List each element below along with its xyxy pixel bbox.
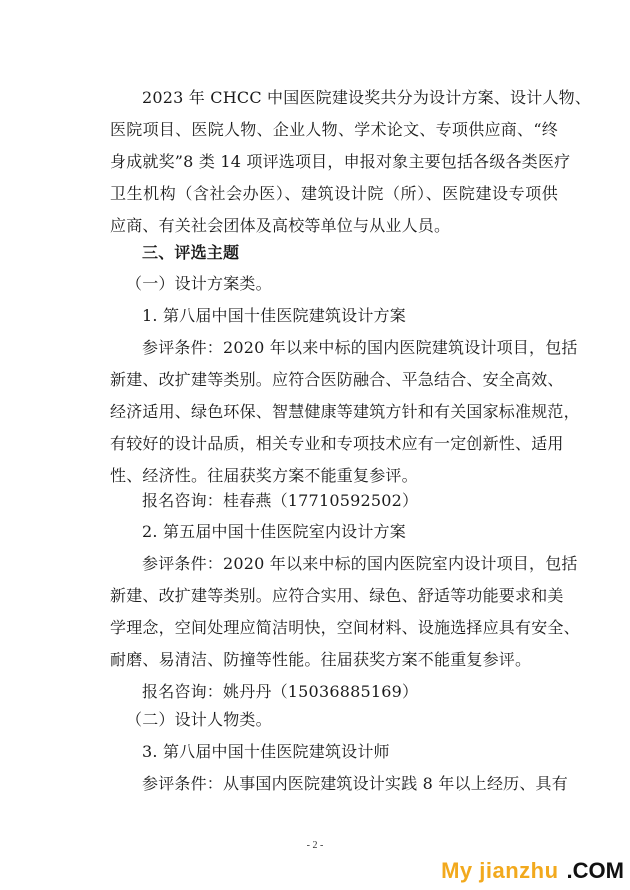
paragraph-line: 卫生机构（含社会办医）、建筑设计院（所）、医院建设专项供 xyxy=(110,184,558,203)
paragraph-line: 学理念，空间处理应简洁明快，空间材料、设施选择应具有安全、 xyxy=(110,618,580,637)
item-heading: 1. 第八届中国十佳医院建筑设计方案 xyxy=(142,306,406,325)
paragraph-line: 参评条件：2020 年以来中标的国内医院建筑设计项目，包括 xyxy=(142,338,578,357)
paragraph-line: 应商、有关社会团体及高校等单位与从业人员。 xyxy=(110,216,451,235)
watermark-prefix: My jianzhu xyxy=(441,858,559,883)
paragraph-line: 经济适用、绿色环保、智慧健康等建筑方针和有关国家标准规范， xyxy=(110,402,580,421)
item-heading: 2. 第五届中国十佳医院室内设计方案 xyxy=(142,522,406,541)
paragraph-line: 性、经济性。往届获奖方案不能重复参评。 xyxy=(110,466,418,485)
contact-line: 报名咨询：桂春燕（17710592502） xyxy=(142,491,419,510)
section-heading: 三、评选主题 xyxy=(142,243,240,262)
watermark-suffix: .COM xyxy=(566,858,624,883)
contact-line: 报名咨询：姚丹丹（15036885169） xyxy=(142,682,419,701)
site-watermark xyxy=(441,858,624,888)
paragraph-line: 2023 年 CHCC 中国医院建设奖共分为设计方案、设计人物、 xyxy=(142,88,592,107)
subsection-heading: （一）设计方案类。 xyxy=(126,274,272,293)
paragraph-line: 新建、改扩建等类别。应符合实用、绿色、舒适等功能要求和美 xyxy=(110,586,564,605)
paragraph-line: 新建、改扩建等类别。应符合医防融合、平急结合、安全高效、 xyxy=(110,370,564,389)
paragraph-line: 耐磨、易清洁、防撞等性能。往届获奖方案不能重复参评。 xyxy=(110,650,532,669)
paragraph-line: 医院项目、医院人物、企业人物、学术论文、专项供应商、“终 xyxy=(110,120,558,139)
paragraph-line: 参评条件：从事国内医院建筑设计实践 8 年以上经历、具有 xyxy=(142,774,568,793)
subsection-heading: （二）设计人物类。 xyxy=(126,710,272,729)
paragraph-line: 参评条件：2020 年以来中标的国内医院室内设计项目，包括 xyxy=(142,554,578,573)
paragraph-line: 身成就奖”8 类 14 项评选项目，申报对象主要包括各级各类医疗 xyxy=(110,152,571,171)
page-number: - 2 - xyxy=(306,840,324,851)
item-heading: 3. 第八届中国十佳医院建筑设计师 xyxy=(142,742,390,761)
paragraph-line: 有较好的设计品质，相关专业和专项技术应有一定创新性、适用 xyxy=(110,434,564,453)
